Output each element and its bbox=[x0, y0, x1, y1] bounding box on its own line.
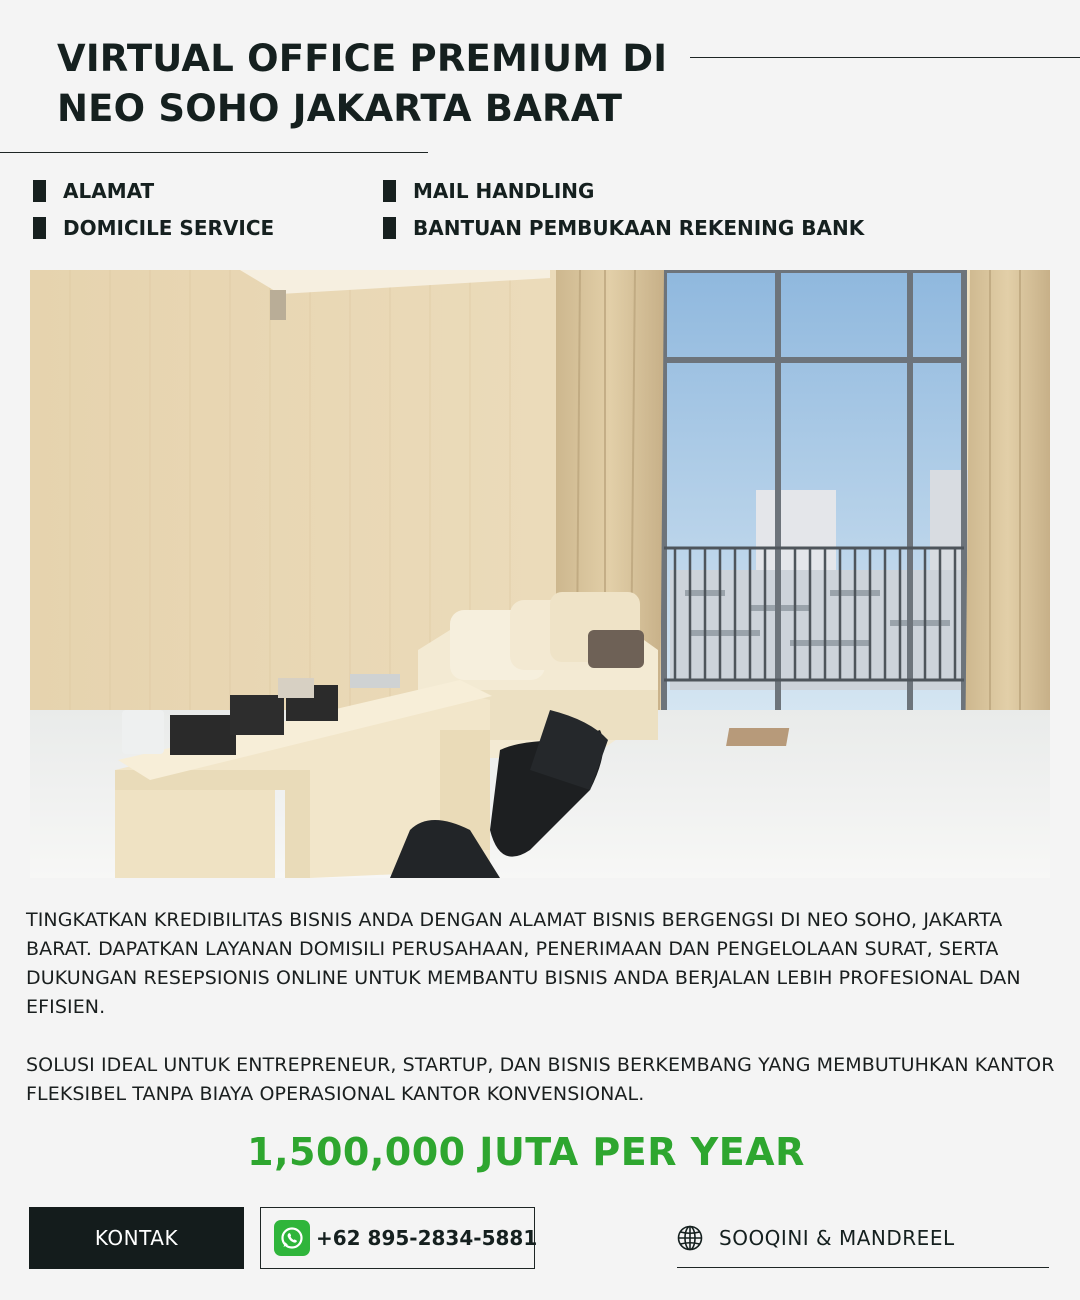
description-paragraph-2: SOLUSI IDEAL UNTUK ENTREPRENEUR, STARTUP, DAN BISNIS BERKEMBANG YANG MEMBUTUHKAN KANTOR FLEKSIBEL TANPA BIAYA OPERASIONAL KANTOR KONVENSIONAL. bbox=[26, 1054, 1055, 1105]
bullet-marker bbox=[33, 180, 46, 202]
price-label: 1,500,000 JUTA PER YEAR bbox=[247, 1130, 805, 1174]
brand-name: SOOQINI & MANDREEL bbox=[719, 1226, 955, 1250]
feature-item-domicile-service bbox=[33, 216, 274, 240]
divider-top bbox=[690, 57, 1080, 58]
globe-icon bbox=[677, 1225, 703, 1251]
divider-under-title bbox=[0, 152, 428, 153]
divider-bottom bbox=[677, 1267, 1049, 1268]
title-line-2: NEO SOHO JAKARTA BARAT bbox=[57, 87, 623, 130]
title-line-1: VIRTUAL OFFICE PREMIUM DI bbox=[57, 37, 668, 80]
whatsapp-contact-button[interactable] bbox=[260, 1207, 538, 1269]
bullet-marker bbox=[383, 180, 396, 202]
contact-button[interactable]: KONTAK bbox=[29, 1207, 244, 1269]
bullet-marker bbox=[383, 217, 396, 239]
feature-item-alamat bbox=[33, 179, 154, 203]
feature-label: BANTUAN PEMBUKAAN REKENING BANK bbox=[413, 216, 865, 240]
description-paragraph-1: TINGKATKAN KREDIBILITAS BISNIS ANDA DENGAN ALAMAT BISNIS BERGENGSI DI NEO SOHO, JAKARTA BARAT. DAPATKAN LAYANAN DOMISILI PERUSAHAAN, PENERIMAAN DAN PENGELOLAAN SURAT, SERTA DUKUNGAN RESEPSIONIS ONLINE UNTUK MEMBANTU BISNIS ANDA BERJALAN LEBIH PROFESIONAL DAN EFISIEN. bbox=[26, 909, 1021, 1018]
description bbox=[26, 906, 1056, 1138]
feature-label: MAIL HANDLING bbox=[413, 179, 595, 203]
page-title bbox=[57, 34, 697, 134]
feature-label: DOMICILE SERVICE bbox=[63, 216, 275, 240]
office-photo bbox=[30, 270, 1050, 878]
brand-link[interactable] bbox=[677, 1220, 955, 1256]
phone-number: +62 895-2834-5881 bbox=[316, 1226, 538, 1250]
feature-item-bank-account bbox=[383, 216, 864, 240]
whatsapp-icon bbox=[274, 1220, 310, 1256]
bullet-marker bbox=[33, 217, 46, 239]
feature-label: ALAMAT bbox=[63, 179, 155, 203]
feature-item-mail-handling bbox=[383, 179, 594, 203]
